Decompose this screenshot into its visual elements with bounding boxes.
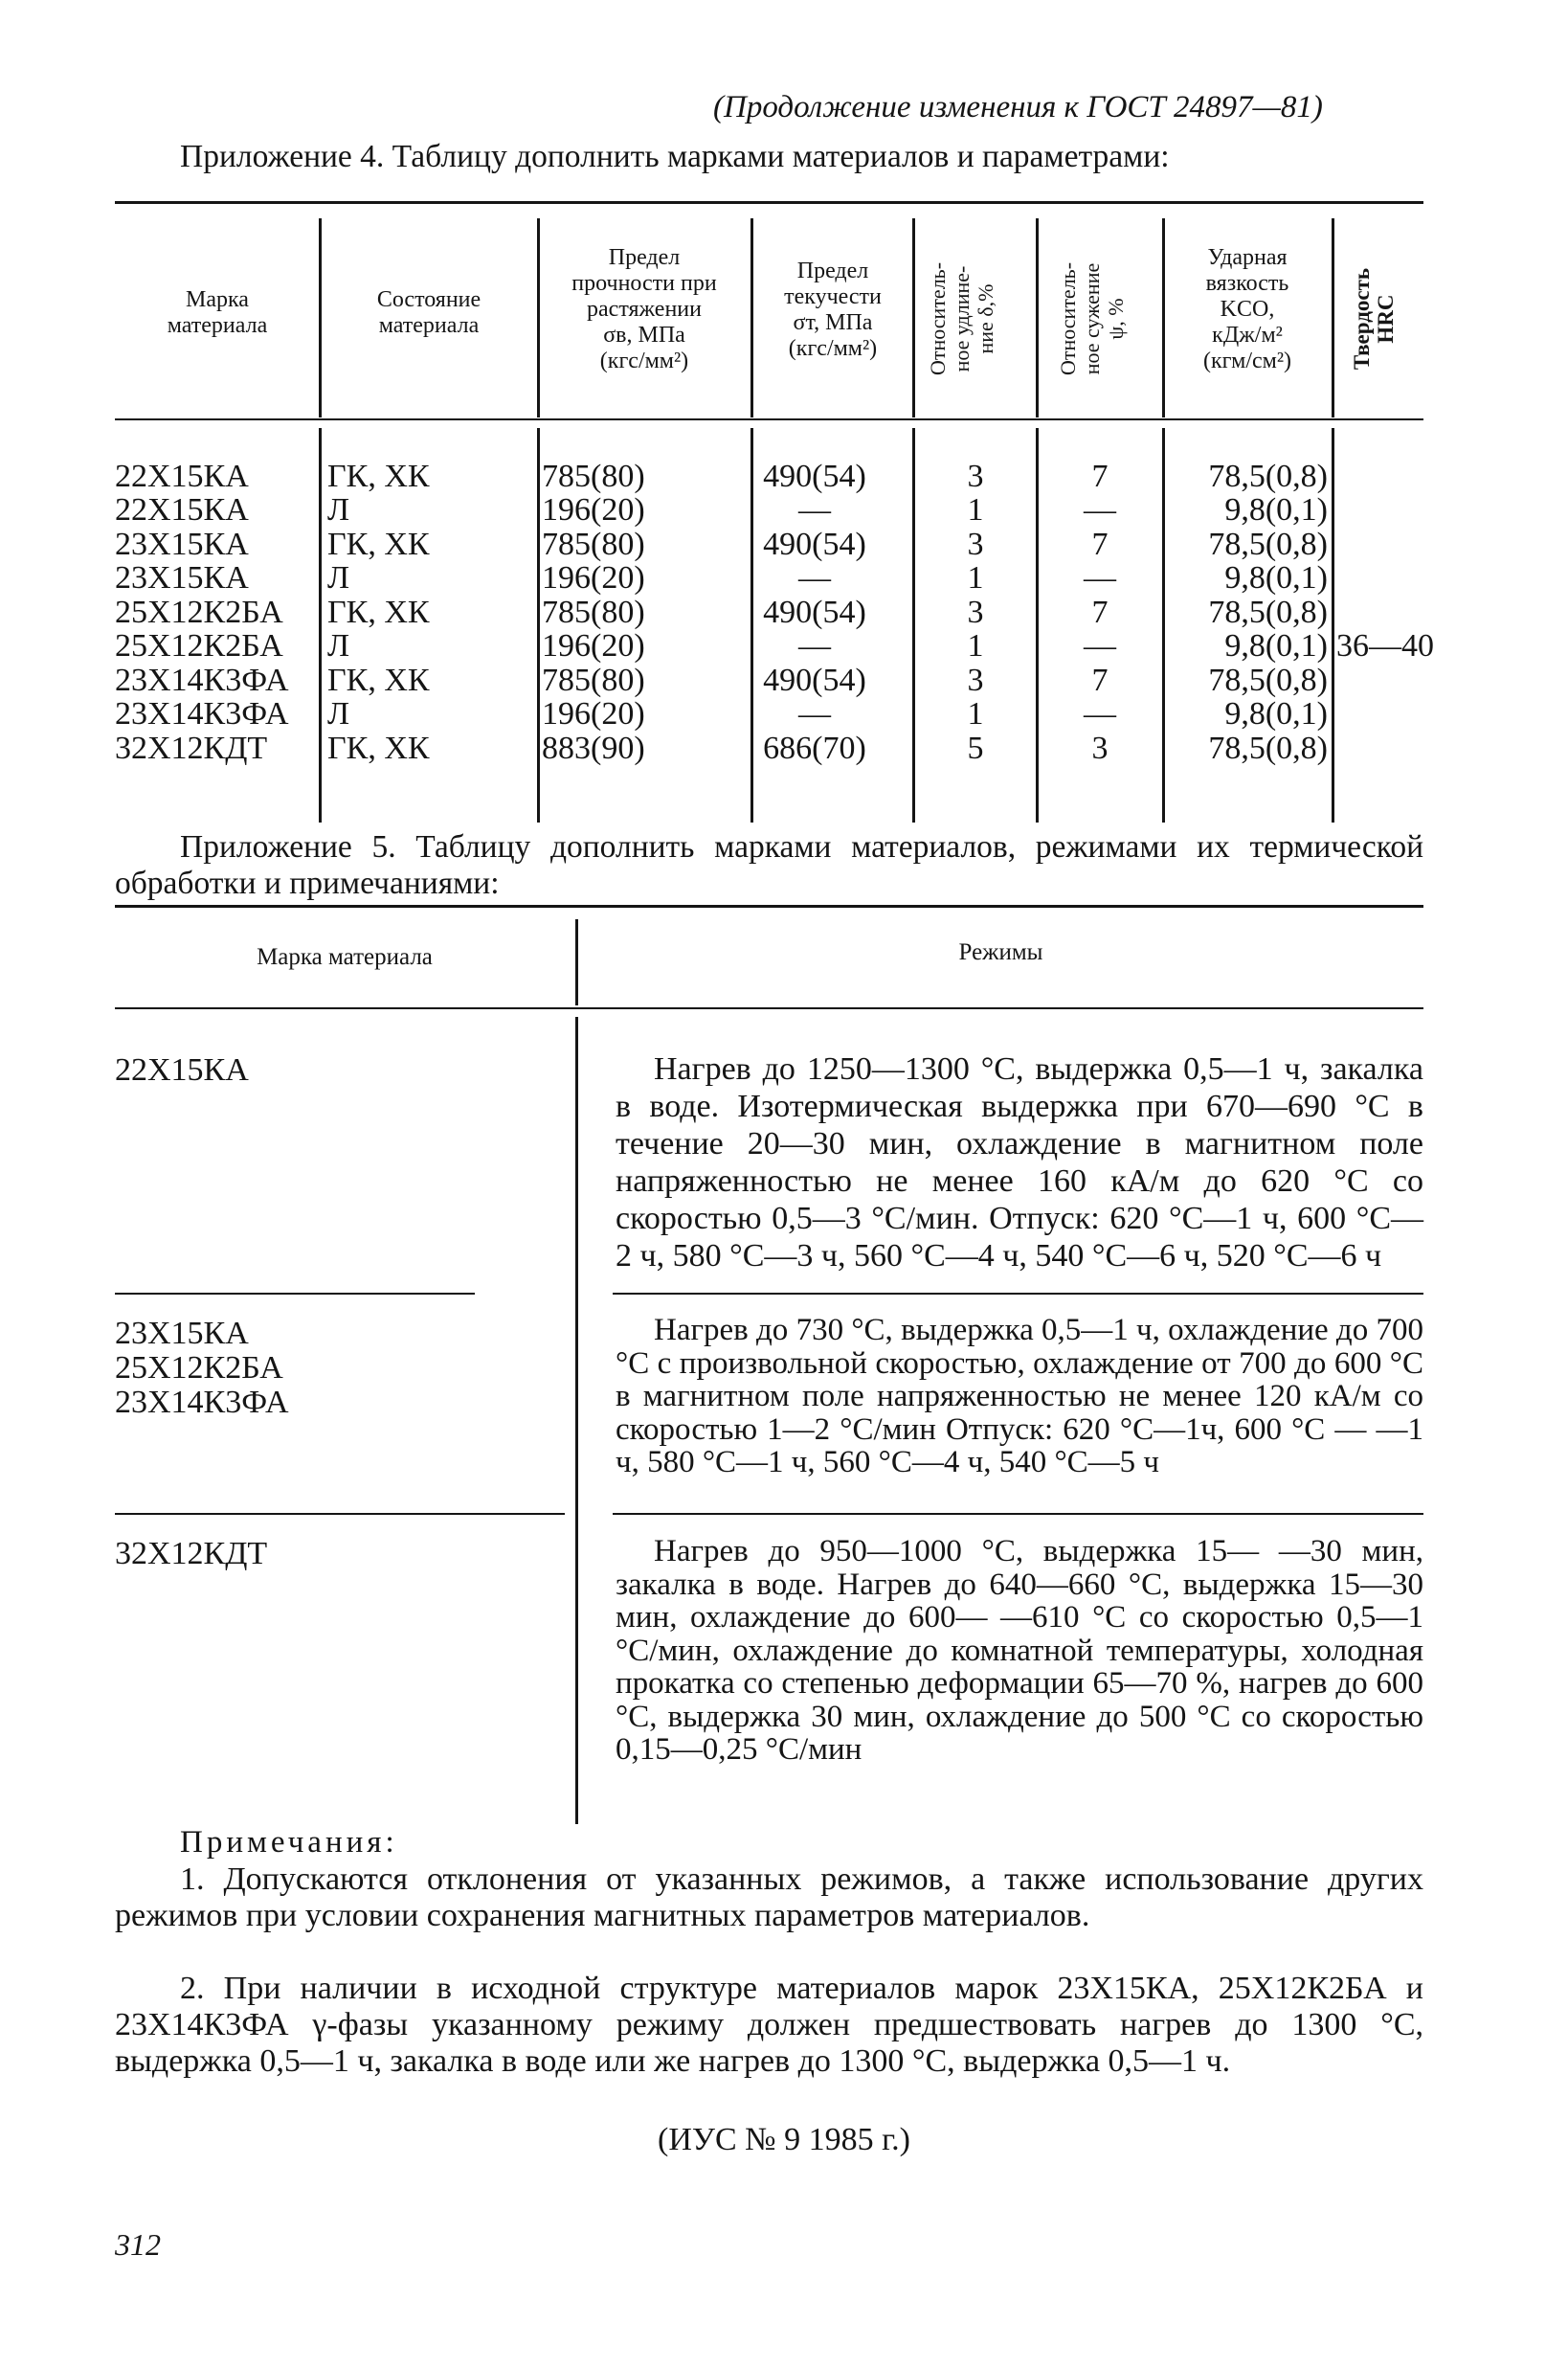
table-cell: 23Х14К3ФА: [115, 663, 289, 698]
table-cell: 78,5(0,8): [1208, 663, 1328, 698]
hardness-value: 36—40: [1336, 628, 1434, 664]
table-cell: —: [798, 696, 831, 732]
col-divider: [1036, 218, 1039, 417]
table-cell: 23Х15КА: [115, 527, 249, 562]
table-cell: 1: [967, 628, 984, 664]
table-cell: 785(80): [542, 459, 645, 494]
table-cell: 196(20): [542, 492, 645, 528]
table-cell: 785(80): [542, 595, 645, 630]
table-cell: 1: [967, 560, 984, 596]
table-cell: 7: [1091, 595, 1109, 630]
col-header-contraction: Относитель- ное сужение ψ, %: [1056, 261, 1128, 376]
table-cell: 3: [967, 527, 984, 562]
table-cell: 883(90): [542, 731, 645, 766]
table-cell: 9,8(0,1): [1224, 560, 1328, 596]
table-cell: 196(20): [542, 628, 645, 664]
col-divider: [1332, 218, 1334, 417]
table-cell: 9,8(0,1): [1224, 696, 1328, 732]
row-rule: [613, 1293, 1423, 1295]
table-cell: 78,5(0,8): [1208, 527, 1328, 562]
col-header-grade: Марка материала: [257, 944, 433, 970]
col-divider: [537, 428, 540, 823]
table-cell: —: [798, 560, 831, 596]
page-number: 312: [115, 2227, 161, 2262]
grades-cell: 22Х15КА: [115, 1052, 249, 1088]
note-item: 1. Допускаются отклонения от указанных режимов, а также использование других режимов при условии сохранения магнитных параметров материалов.: [115, 1861, 1423, 1933]
col-divider: [575, 1017, 578, 1824]
table-cell: 7: [1091, 663, 1109, 698]
col-divider: [912, 218, 915, 417]
table-cell: 1: [967, 696, 984, 732]
table-cell: 490(54): [763, 527, 866, 562]
table-cell: 5: [967, 731, 984, 766]
mode-cell: Нагрев до 730 °С, выдержка 0,5—1 ч, охлаждение до 700 °С с произвольной скоростью, охлаждение от 700 до 600 °С в магнитном поле напряженностью не менее 120 кА/м со скоростью 1—2 °С/мин Отпуск: 620 °С—1ч, 600 °С — —1 ч, 580 °С—1 ч, 560 °С—4 ч, 540 °С—5 ч: [616, 1313, 1423, 1479]
note-item: 2. При наличии в исходной структуре материалов марок 23Х15КА, 25Х12К2БА и 23Х14К3ФА γ-фазы указанному режиму должен предшествовать нагрев до 1300 °С, выдержка 0,5—1 ч, закалка в воде или же нагрев до 1300 °С, выдержка 0,5—1 ч.: [115, 1971, 1423, 2079]
appendix4-caption: Приложение 4. Таблицу дополнить марками материалов и параметрами:: [180, 139, 1170, 174]
table-cell: 22Х15КА: [115, 459, 249, 494]
table-cell: 490(54): [763, 459, 866, 494]
col-header-elongation: Относитель- ное удлине- ние δ,%: [926, 261, 997, 376]
col-divider: [1332, 428, 1334, 823]
table-cell: ГК, ХК: [327, 595, 430, 630]
table-cell: 78,5(0,8): [1208, 459, 1328, 494]
table-cell: —: [1084, 492, 1116, 528]
row-rule: [115, 1293, 475, 1295]
table-cell: —: [1084, 696, 1116, 732]
table-cell: Л: [327, 492, 350, 528]
table-cell: 78,5(0,8): [1208, 595, 1328, 630]
row-rule: [115, 1513, 565, 1515]
col-header-yield: Предел текучести σт, МПа (кгс/мм²): [784, 259, 882, 361]
header-bottom-rule: [115, 418, 1423, 420]
col-header-state: Состояние материала: [376, 287, 482, 338]
table-cell: 32Х12КДТ: [115, 731, 268, 766]
col-header-hardness: Твердость HRC: [1350, 267, 1398, 371]
table-cell: 3: [967, 459, 984, 494]
table-cell: —: [1084, 560, 1116, 596]
mode-cell: Нагрев до 1250—1300 °С, выдержка 0,5—1 ч, закалка в воде. Изотермическая выдержка при 670—690 °С в течение 20—30 мин, охлаждение в магнитном поле напряженностью не менее 160 кА/м до 620 °С со скоростью 0,5—3 °С/мин. Отпуск: 620 °С—1 ч, 600 °С—2 ч, 580 °С—3 ч, 560 °С—4 ч, 540 °С—6 ч, 520 °С—6 ч: [616, 1051, 1423, 1274]
col-header-impact: Ударная вязкость KCO, кДж/м² (кгм/см²): [1202, 245, 1292, 373]
table-cell: 785(80): [542, 527, 645, 562]
table-cell: ГК, ХК: [327, 527, 430, 562]
table-cell: 785(80): [542, 663, 645, 698]
table-cell: ГК, ХК: [327, 731, 430, 766]
table-cell: 490(54): [763, 663, 866, 698]
row-rule: [613, 1513, 1423, 1515]
table-cell: 3: [1091, 731, 1109, 766]
header-bottom-rule: [115, 1007, 1423, 1009]
publication-reference: (ИУС № 9 1985 г.): [658, 2122, 910, 2157]
table-cell: 25Х12К2БА: [115, 595, 283, 630]
table-cell: 9,8(0,1): [1224, 628, 1328, 664]
table-cell: Л: [327, 696, 350, 732]
running-header: (Продолжение изменения к ГОСТ 24897—81): [713, 90, 1323, 124]
table-cell: 78,5(0,8): [1208, 731, 1328, 766]
table-cell: 22Х15КА: [115, 492, 249, 528]
col-divider: [750, 218, 753, 417]
col-divider: [319, 428, 322, 823]
appendix5-caption: Приложение 5. Таблицу дополнить марками материалов, режимами их термической обработки и примечаниями:: [115, 829, 1423, 901]
mode-cell: Нагрев до 950—1000 °С, выдержка 15— —30 мин, закалка в воде. Нагрев до 640—660 °С, выдержка 15—30 мин, охлаждение до 600— —610 °С со скоростью 0,5—1 °С/мин, охлаждение до комнатной температуры, холодная прокатка со степенью деформации 65—70 %, нагрев до 600 °С, выдержка 30 мин, охлаждение до 500 °С со скоростью 0,15—0,25 °С/мин: [616, 1534, 1423, 1767]
table-cell: 1: [967, 492, 984, 528]
table-cell: —: [798, 492, 831, 528]
table-cell: 196(20): [542, 560, 645, 596]
table-cell: 686(70): [763, 731, 866, 766]
table-cell: Л: [327, 560, 350, 596]
table-cell: —: [1084, 628, 1116, 664]
col-header-modes: Режимы: [958, 939, 1043, 965]
table-cell: 196(20): [542, 696, 645, 732]
col-header-grade: Марка материала: [167, 287, 268, 338]
table-cell: ГК, ХК: [327, 459, 430, 494]
col-header-strength: Предел прочности при растяжении σв, МПа (кгс/мм²): [571, 245, 717, 373]
table-cell: 7: [1091, 527, 1109, 562]
table-cell: Л: [327, 628, 350, 664]
table-cell: 23Х14К3ФА: [115, 696, 289, 732]
col-divider: [319, 218, 322, 417]
table-cell: 7: [1091, 459, 1109, 494]
table-top-rule: [115, 201, 1423, 204]
table-cell: —: [798, 628, 831, 664]
notes-title: Примечания:: [180, 1825, 398, 1860]
table-cell: 9,8(0,1): [1224, 492, 1328, 528]
table-cell: 490(54): [763, 595, 866, 630]
table-cell: 3: [967, 595, 984, 630]
grades-cell: 32Х12КДТ: [115, 1536, 268, 1571]
table-cell: 25Х12К2БА: [115, 628, 283, 664]
grades-cell: 23Х15КА 25Х12К2БА 23Х14К3ФА: [115, 1316, 289, 1420]
table-cell: 3: [967, 663, 984, 698]
table-cell: 23Х15КА: [115, 560, 249, 596]
table-cell: ГК, ХК: [327, 663, 430, 698]
table-top-rule: [115, 905, 1423, 908]
